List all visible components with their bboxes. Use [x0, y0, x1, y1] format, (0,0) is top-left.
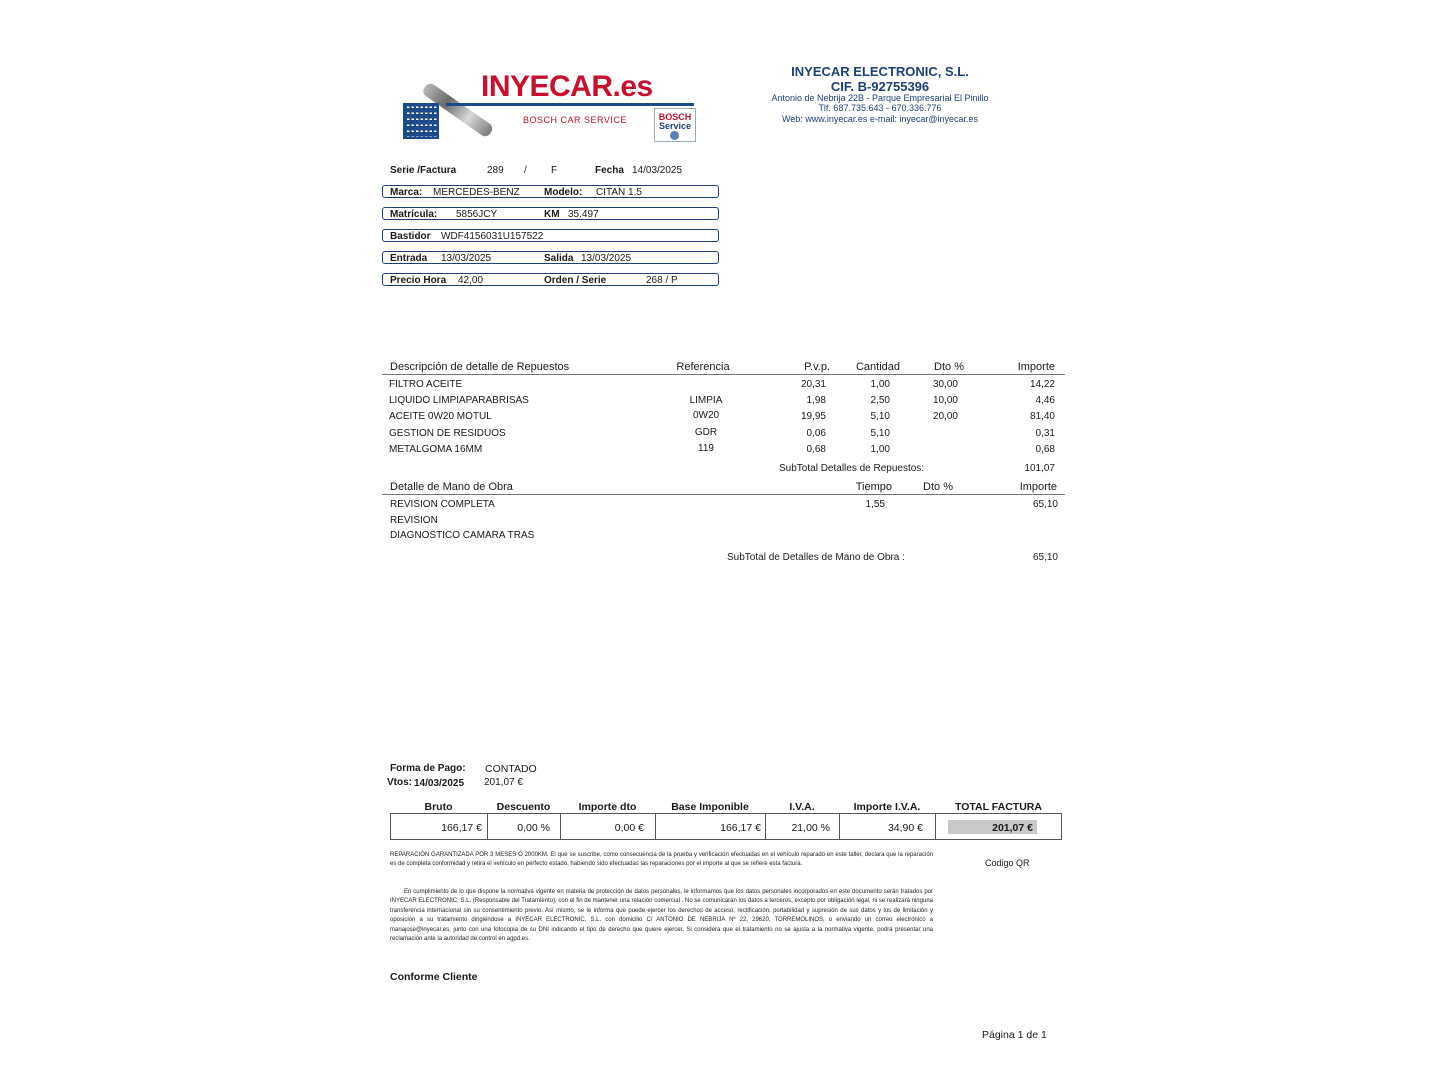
km-label: KM: [544, 209, 560, 220]
entrada-value: 13/03/2025: [441, 253, 492, 264]
part-qty: 2,50: [870, 395, 890, 406]
part-importe: 4,46: [1035, 395, 1055, 406]
invoice-date: 14/03/2025: [632, 165, 683, 176]
labor-desc: REVISION: [390, 515, 438, 526]
company-cif: CIF. B-92755396: [830, 79, 930, 94]
bruto-value: 166,17 €: [441, 822, 482, 834]
vtos-amount: 201,07 €: [484, 777, 523, 788]
parts-header-importe: Importe: [1017, 361, 1055, 373]
logo-wordmark: INYECAR.es: [481, 70, 653, 103]
vtos-label: Vtos:: [387, 777, 412, 788]
labor-header-tiempo: Tiempo: [855, 481, 892, 493]
forma-pago-value: CONTADO: [485, 763, 537, 775]
part-ref: 0W20: [692, 410, 720, 421]
precio-value: 42,00: [458, 275, 484, 286]
bosch-service-badge: [654, 108, 696, 142]
labor-subtotal-label: SubTotal de Detalles de Mano de Obra :: [727, 552, 905, 563]
serie-label: Serie /Factura: [390, 165, 457, 176]
part-desc: METALGOMA 16MM: [389, 444, 483, 455]
qr-code-icon: [403, 103, 439, 139]
matricula-value: 5856JCY: [456, 209, 498, 220]
labor-subtotal-value: 65,10: [1032, 552, 1058, 563]
matricula-label: Matrícula:: [390, 209, 438, 220]
forma-pago-label: Forma de Pago:: [390, 763, 466, 774]
parts-header-desc: Descripción de detalle de Repuestos: [390, 361, 570, 373]
totals-header-importe-dto: Importe dto: [578, 801, 637, 813]
part-importe: 81,40: [1029, 411, 1055, 422]
importe-dto-value: 0,00 €: [614, 822, 644, 834]
part-ref: 119: [698, 443, 714, 454]
privacy-text: En cumplimiento de lo que dispone la normativa vigente en materia de protección de datos personales, le informamos que los datos personales incorporados en este documento serán tratados por INYECAR ELECTRONIC, S.L. (Responsable del Tratamiento), con el fin de mantener una relación comercial . No se comunicarán los datos a terceros, excepto por obligación legal, ni se realizará ninguna transferencia internacional sin su consentimiento previo. Así mismo, se le informa que puede ejercer los derechos de acceso, rectificación, portabilidad y supresión de sus datos y los de limitación y oposición a su tratamiento dirigiéndose a INYECAR ELECTRONIC, S.L. con domicilio C/ ANTONIO DE NEBRIJA Nº 22, 29620, TORREMOLINOS, o enviando un correo electrónico a mariajose@inyecar.es, junto con una fotocopia de su DNI indicando el tipo de derecho que quiere ejercer. Si considera que el tratamiento no se ajusta a la normativa vigente, podrá presentar una reclamación ante la autoridad de control en agpd.es.: [390, 889, 933, 943]
part-desc: LIQUIDO LIMPIAPARABRISAS: [389, 395, 529, 406]
totals-header-total: TOTAL FACTURA: [955, 801, 1042, 813]
part-pvp: 19,95: [800, 411, 826, 422]
part-desc: FILTRO ACEITE: [389, 379, 463, 390]
date-label: Fecha: [595, 165, 624, 176]
part-qty: 5,10: [870, 411, 890, 422]
part-pvp: 0,06: [806, 428, 826, 439]
company-web: Web: www.inyecar.es e-mail: inyecar@inyecar.es: [781, 114, 979, 124]
part-ref: GDR: [694, 427, 718, 438]
part-importe: 0,68: [1035, 444, 1055, 455]
part-qty: 1,00: [870, 444, 890, 455]
part-importe: 0,31: [1035, 428, 1055, 439]
parts-header-ref: Referencia: [676, 361, 730, 373]
precio-label: Precio Hora: [390, 275, 447, 286]
parts-header-rule: [382, 374, 1065, 375]
company-address: Antonio de Nebrija 22B - Parque Empresarial El Pinillo: [771, 93, 989, 103]
marca-value: MERCEDES-BENZ: [433, 187, 520, 198]
conforme-cliente: Conforme Cliente: [390, 971, 478, 983]
company-name: INYECAR ELECTRONIC, S.L.: [791, 64, 969, 79]
salida-label: Salida: [544, 253, 574, 264]
totals-header-descuento: Descuento: [496, 801, 551, 813]
marca-label: Marca:: [390, 187, 423, 198]
entrada-label: Entrada: [390, 253, 428, 264]
totals-header-bruto: Bruto: [424, 801, 453, 813]
labor-importe: 65,10: [1032, 499, 1058, 510]
iva-value: 21,00 %: [791, 822, 830, 834]
qr-label: Codigo QR: [985, 858, 1030, 868]
part-pvp: 20,31: [800, 379, 826, 390]
totals-header-importe-iva: Importe I.V.A.: [853, 801, 921, 813]
part-qty: 5,10: [870, 428, 890, 439]
part-dto: 20,00: [932, 411, 958, 422]
page-number: Página 1 de 1: [982, 1029, 1047, 1041]
part-desc: ACEITE 0W20 MOTUL: [389, 411, 492, 422]
labor-header-desc: Detalle de Mano de Obra: [390, 481, 513, 493]
labor-tiempo: 1,55: [865, 499, 885, 510]
company-phone: Tlf. 687.735.643 - 670.336.776: [818, 103, 942, 113]
vtos-date: 14/03/2025: [414, 778, 465, 789]
warranty-text: REPARACIÓN GARANTIZADA POR 3 MESES Ó 2000KM. El que se suscribe, como consecuencia de la prueba y verificación efectuadas en el vehículo reparado en este taller, declara que la reparación es de completa conformidad y retira el vehículo en perfecto estado, habiendo sido efectuadas las reparaciones por el importe al que se refiere esta factura.: [390, 852, 933, 868]
labor-desc: REVISION COMPLETA: [390, 499, 495, 510]
bastidor-value: WDF4156031U157522: [441, 231, 544, 242]
base-value: 166,17 €: [720, 822, 761, 834]
part-pvp: 1,98: [806, 395, 826, 406]
part-dto: 30,00: [932, 379, 958, 390]
part-ref: LIMPIA: [689, 395, 723, 406]
part-desc: GESTION DE RESIDUOS: [389, 428, 506, 439]
part-qty: 1,00: [870, 379, 890, 390]
orden-value: 268 / P: [646, 275, 678, 286]
part-dto: 10,00: [932, 395, 958, 406]
badge-line1: BOSCH: [658, 112, 692, 122]
invoice-number: 289: [487, 165, 504, 176]
bosch-armature-icon: [670, 131, 679, 140]
modelo-value: CITAN 1.5: [596, 187, 642, 198]
vehicle-row-bastidor: [382, 229, 719, 242]
modelo-label: Modelo:: [544, 187, 583, 198]
logo-underline: [446, 103, 694, 106]
invoice-serie: F: [551, 165, 558, 176]
labor-header-importe: Importe: [1019, 481, 1057, 493]
km-value: 35.497: [568, 209, 599, 220]
parts-header-pvp: P.v.p.: [804, 361, 830, 373]
parts-header-qty: Cantidad: [855, 361, 901, 373]
bastidor-label: Bastidor: [390, 231, 431, 242]
totals-header-iva: I.V.A.: [789, 801, 815, 813]
labor-desc: DIAGNOSTICO CAMARA TRAS: [390, 530, 535, 541]
logo-subtitle: BOSCH CAR SERVICE: [523, 115, 627, 125]
parts-subtotal-value: 101,07: [1024, 463, 1055, 474]
salida-value: 13/03/2025: [581, 253, 632, 264]
labor-header-rule: [382, 494, 1065, 495]
orden-label: Orden / Serie: [544, 275, 607, 286]
importe-iva-value: 34,90 €: [887, 822, 923, 834]
parts-header-dto: Dto %: [934, 361, 964, 373]
total-value: 201,07 €: [992, 822, 1033, 834]
invoice-slash: /: [524, 165, 527, 176]
part-pvp: 0,68: [806, 444, 826, 455]
descuento-value: 0,00 %: [517, 822, 550, 834]
part-importe: 14,22: [1029, 379, 1055, 390]
labor-header-dto: Dto %: [923, 481, 953, 493]
parts-subtotal-label: SubTotal Detalles de Repuestos:: [779, 463, 925, 474]
totals-header-base: Base Imponible: [671, 801, 749, 813]
badge-line2: Service: [658, 121, 692, 131]
